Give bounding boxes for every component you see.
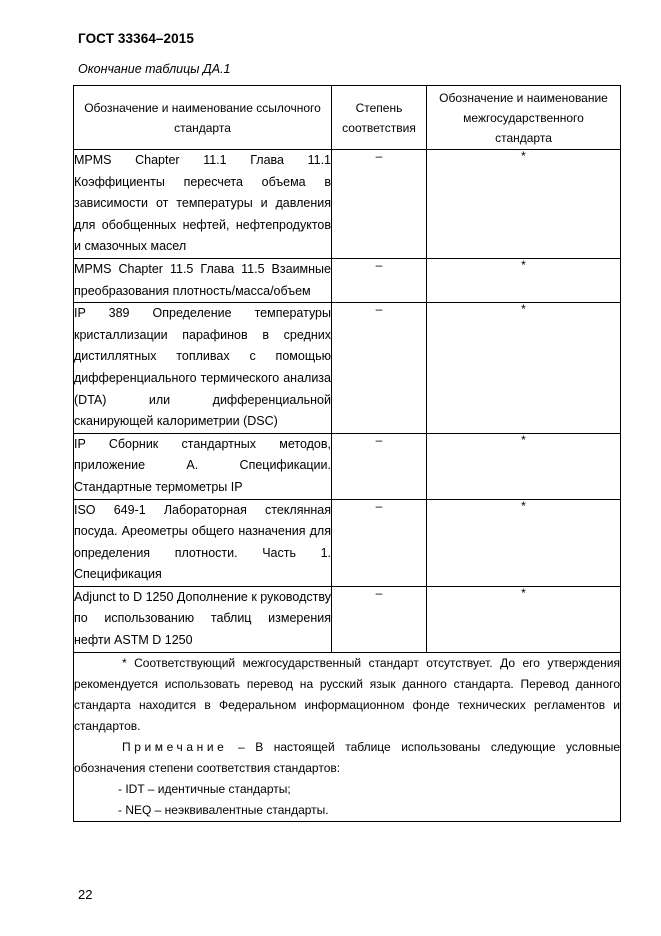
interstate-standard-cell: *	[427, 433, 621, 499]
degree-cell: –	[332, 150, 427, 259]
table-header-row	[74, 86, 621, 150]
page-number: 22	[78, 887, 93, 902]
reference-standard-cell: MPMS Chapter 11.5 Глава 11.5 Взаимные преобразования плотность/масса/объем	[74, 258, 332, 302]
reference-standard-cell: IP Сборник стандартных методов, приложение А. Спецификации. Стандартные термометры IP	[74, 433, 332, 499]
table-row	[74, 586, 621, 652]
column-header-degree: Степень соответствия	[332, 86, 427, 150]
interstate-standard-cell: *	[427, 303, 621, 434]
note-text: – В настоящей таблице использованы следующие условные обозначения степени соответствия стандартов:	[74, 739, 620, 775]
reference-standard-cell: Adjunct to D 1250 Дополнение к руководству по использованию таблиц измерения нефти ASTM D 1250	[74, 586, 332, 652]
reference-standard-cell: IP 389 Определение температуры кристаллизации парафинов в средних дистиллятных топливах с помощью дифференциального термического анализа (DTA) или дифференциальной сканирующей калориметрии (DSC)	[74, 303, 332, 434]
degree-cell: –	[332, 303, 427, 434]
degree-cell: –	[332, 433, 427, 499]
interstate-standard-cell: *	[427, 586, 621, 652]
table-row	[74, 150, 621, 259]
note-item-neq: - NEQ – неэквивалентные стандарты.	[118, 802, 329, 817]
table-row	[74, 258, 621, 302]
footnote-cell	[74, 652, 621, 821]
degree-cell: –	[332, 258, 427, 302]
references-table	[73, 85, 621, 822]
column-header-reference-standard: Обозначение и наименование ссылочного стандарта	[74, 86, 332, 150]
column-header-interstate-standard: Обозначение и наименование межгосударственного стандарта	[427, 86, 621, 150]
table-row	[74, 499, 621, 586]
reference-standard-cell: MPMS Chapter 11.1 Глава 11.1 Коэффициенты пересчета объема в зависимости от температуры и давления для обобщенных нефтей, нефтепродуктов и смазочных масел	[74, 150, 332, 259]
interstate-standard-cell: *	[427, 499, 621, 586]
degree-cell: –	[332, 586, 427, 652]
note-item-idt: - IDT – идентичные стандарты;	[118, 781, 291, 796]
table-caption: Окончание таблицы ДА.1	[78, 62, 231, 76]
table-row	[74, 303, 621, 434]
degree-cell: –	[332, 499, 427, 586]
interstate-standard-cell: *	[427, 150, 621, 259]
interstate-standard-cell: *	[427, 258, 621, 302]
document-code: ГОСТ 33364–2015	[78, 31, 194, 46]
reference-standard-cell: ISO 649-1 Лабораторная стеклянная посуда. Ареометры общего назначения для определения плотности. Часть 1. Спецификация	[74, 499, 332, 586]
table-row	[74, 433, 621, 499]
note-label: Примечание	[122, 739, 228, 754]
footnote-row	[74, 652, 621, 821]
note-paragraph	[74, 737, 620, 779]
footnote-text: * Соответствующий межгосударственный стандарт отсутствует. До его утверждения рекомендуется использовать перевод на русский язык данного стандарта. Перевод данного стандарта находится в Федеральном информационном фонде технических регламентов и стандартов.	[74, 655, 620, 733]
